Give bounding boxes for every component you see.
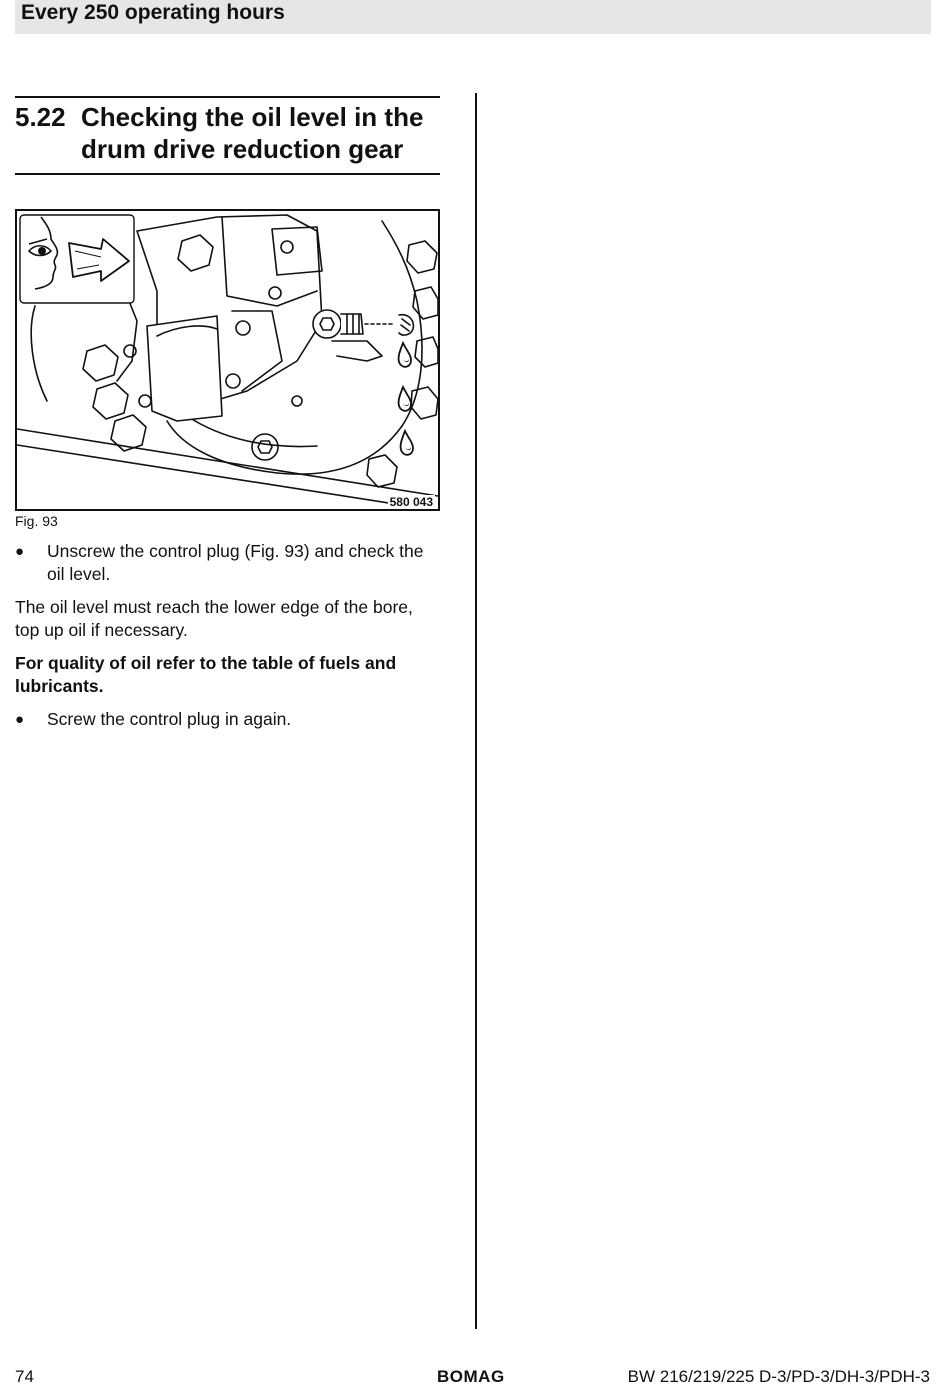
model-designation: BW 216/219/225 D-3/PD-3/DH-3/PDH-3 — [627, 1367, 930, 1386]
figure-code: 580 043 — [389, 495, 433, 509]
header-title: Every 250 operating hours — [21, 1, 285, 24]
bullet-item — [15, 540, 440, 586]
page-number: 74 — [15, 1367, 34, 1386]
section-number: 5.22 — [15, 102, 66, 132]
inspection-inset — [20, 215, 134, 303]
section-title: Checking the oil level in the drum drive reduction gear — [81, 102, 424, 164]
body-text — [15, 540, 440, 741]
bullet-marker: ● — [15, 711, 25, 728]
bullet-marker: ● — [15, 543, 25, 560]
page-header — [15, 0, 931, 34]
bullet-text: Screw the control plug in again. — [47, 709, 292, 729]
brand-logo: BOMAG — [437, 1367, 505, 1386]
paragraph: The oil level must reach the lower edge of the bore, top up oil if necessary. — [15, 597, 413, 640]
bullet-item — [15, 708, 440, 731]
column-divider — [475, 93, 477, 1329]
bold-paragraph: For quality of oil refer to the table of fuels and lubricants. — [15, 653, 397, 696]
bullet-text: Unscrew the control plug (Fig. 93) and check the oil level. — [47, 541, 424, 584]
heading-bottom-rule — [15, 173, 440, 175]
figure-caption: Fig. 93 — [15, 513, 58, 529]
section-heading-block — [15, 96, 440, 175]
figure-93 — [15, 209, 440, 511]
section-heading — [15, 98, 440, 173]
gear-drawing — [17, 211, 438, 509]
